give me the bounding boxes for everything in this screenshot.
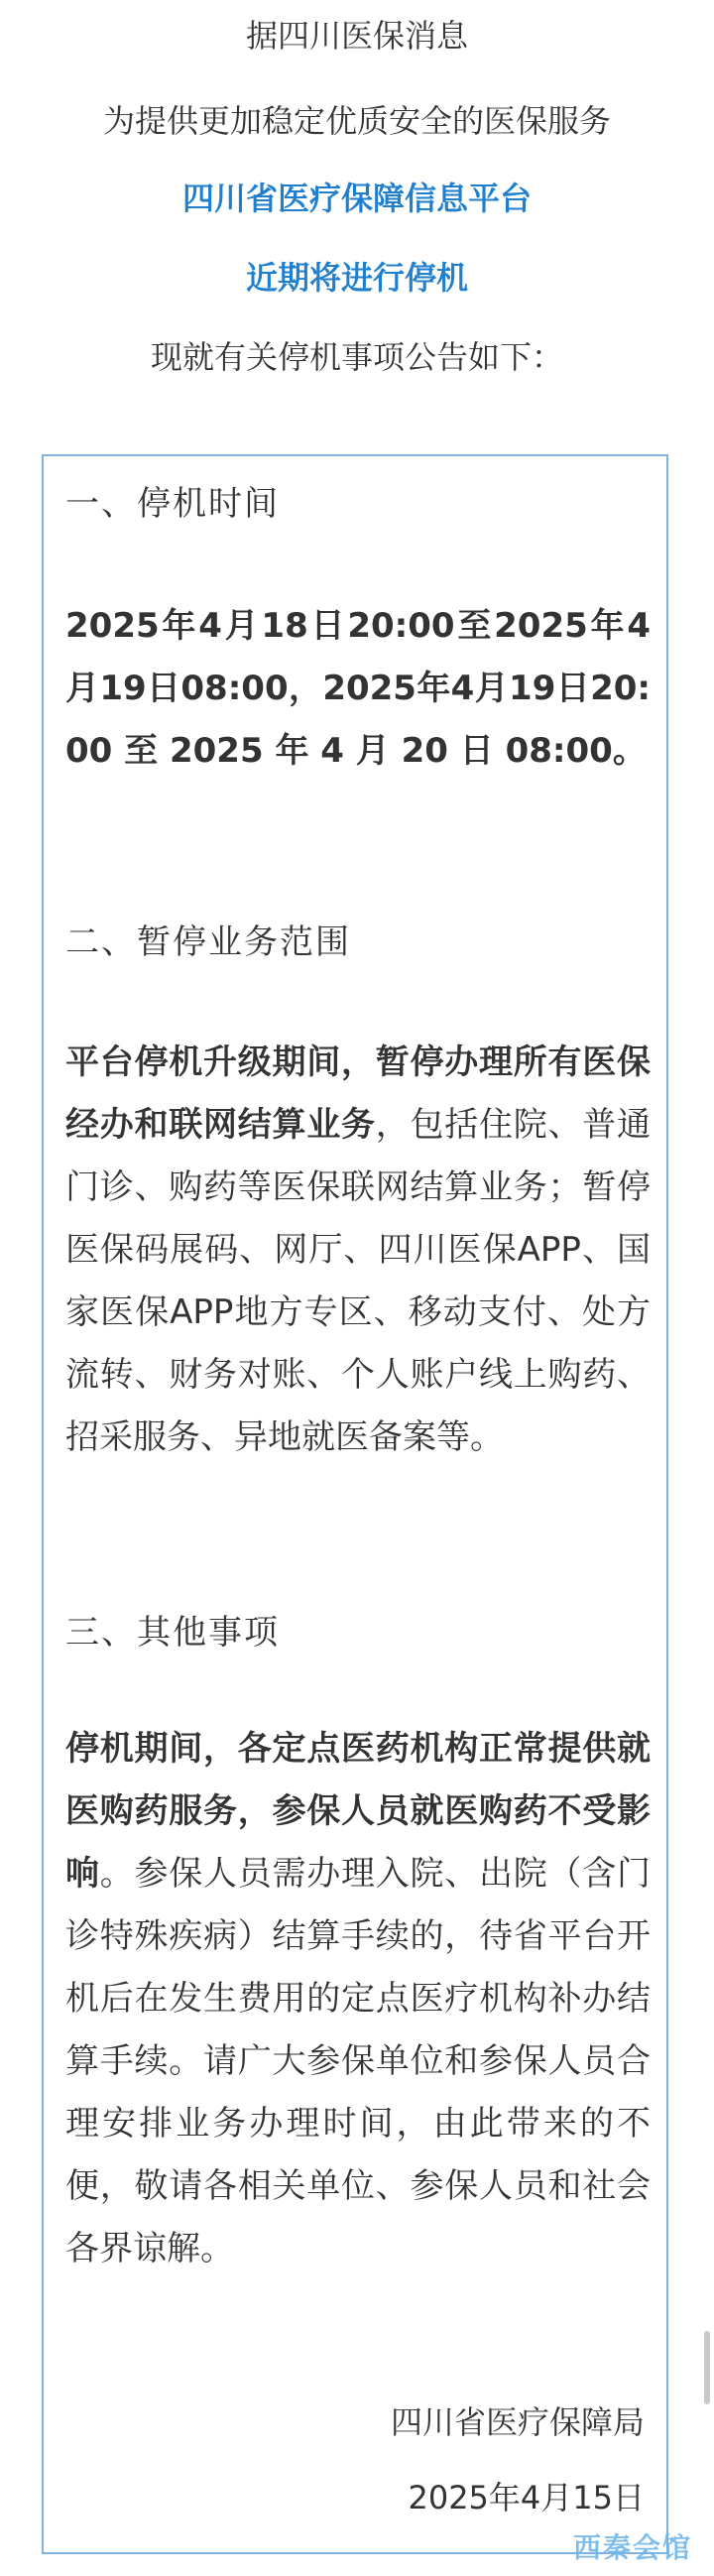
- section-heading-shutdown-time: 一、停机时间: [65, 484, 280, 524]
- suspended-scope-details: ，包括住院、普通门诊、购药等医保联网结算业务；暂停医保码展码、网厅、四川医保APP、国家医保APP地方专区、移动支付、处方流转、财务对账、个人账户线上购药、招采服务、异地就医备案等。: [65, 1105, 651, 1457]
- intro-purpose-line: 为提供更加稳定优质安全的医保服务: [102, 102, 611, 140]
- other-matters-details: 。参保人员需办理入院、出院（含门诊特殊疾病）结算手续的，待省平台开机后在发生费用的定点医疗机构补办结算手续。请广大参保单位和参保人员合理安排业务办理时间，由此带来的不便，敬请各相关单位、参保人员和社会各界谅解。: [65, 1854, 651, 2269]
- other-matters-text: [65, 1718, 651, 2280]
- announcement-box: [42, 454, 668, 2554]
- announcement-lead: 现就有关停机事项公告如下：: [150, 338, 563, 376]
- scrollbar-thumb[interactable]: [704, 2331, 710, 2404]
- intro-source-line: 据四川医保消息: [245, 17, 468, 55]
- watermark-logo: 西秦会馆: [572, 2531, 692, 2564]
- section-heading-suspended-scope: 二、暂停业务范围: [65, 922, 351, 962]
- shutdown-notice: 近期将进行停机: [245, 259, 468, 297]
- platform-name: 四川省医疗保障信息平台: [181, 180, 532, 217]
- signature-organization: 四川省医疗保障局: [390, 2403, 645, 2441]
- signature-date: 2025年4月15日: [408, 2479, 645, 2516]
- suspended-scope-emphasis: 平台停机升级期间，暂停办理所有医保经办和联网结算业务: [65, 1043, 651, 1145]
- other-matters-emphasis: 停机期间，各定点医药机构正常提供就医购药服务，参保人员就医购药不受影响: [65, 1729, 651, 1894]
- section-heading-other-matters: 三、其他事项: [65, 1613, 280, 1653]
- suspended-scope-text: [65, 1032, 651, 1469]
- shutdown-time-text: 2025年4月18日20:00至2025年4月19日08:00，2025年4月19日20:00 至 2025 年 4 月 20 日 08:00。: [65, 606, 651, 771]
